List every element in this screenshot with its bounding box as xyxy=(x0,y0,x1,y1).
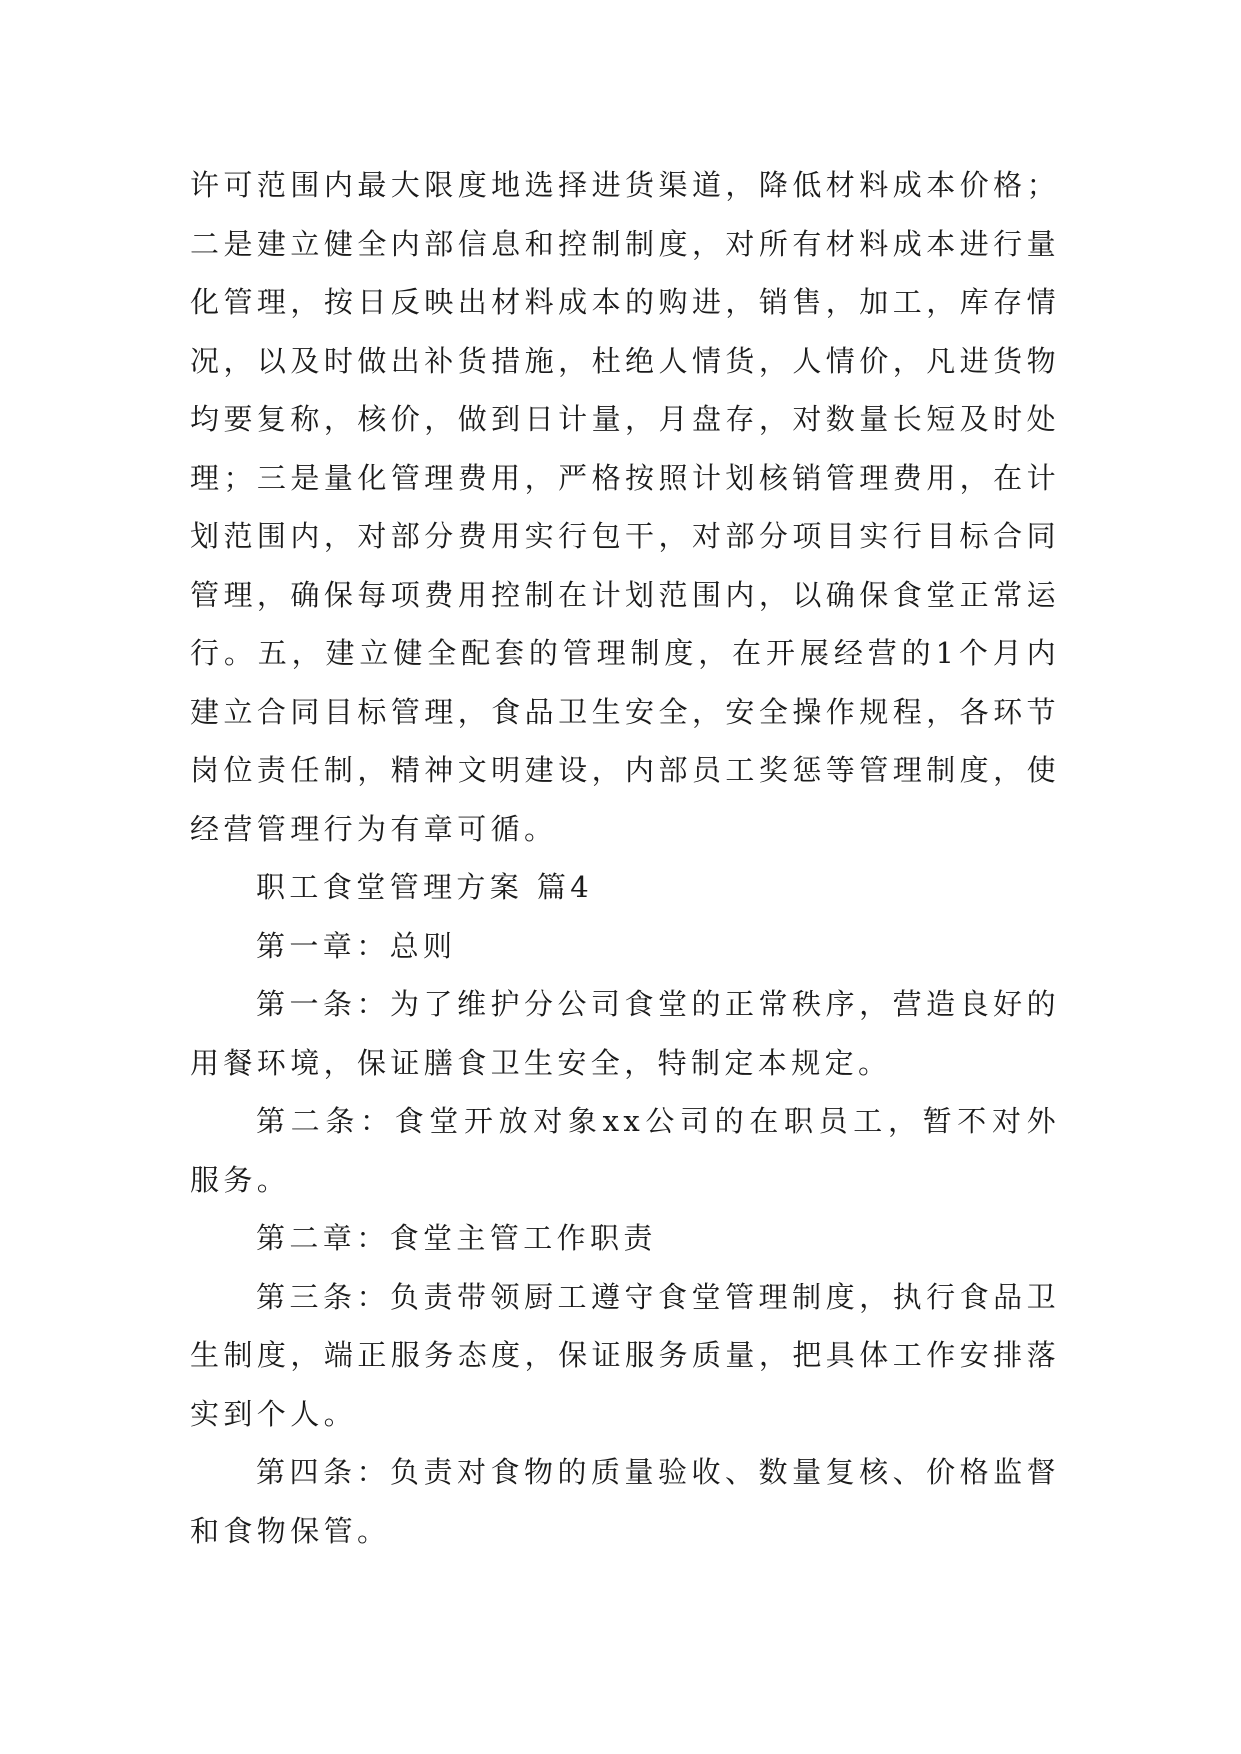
paragraph-cost-control: 许可范围内最大限度地选择进货渠道，降低材料成本价格；二是建立健全内部信息和控制制度，对所有材料成本进行量化管理，按日反映出材料成本的购进，销售，加工，库存情况，以及时做出补货措施，杜绝人情货，人情价，凡进货物均要复称，核价，做到日计量，月盘存，对数量长短及时处理；三是量化管理费用，严格按照计划核销管理费用，在计划范围内，对部分费用实行包干，对部分项目实行目标合同管理，确保每项费用控制在计划范围内，以确保食堂正常运行。五，建立健全配套的管理制度，在开展经营的1个月内建立合同目标管理，食品卫生安全，安全操作规程，各环节岗位责任制，精神文明建设，内部员工奖惩等管理制度，使经营管理行为有章可循。 xyxy=(190,168,1060,846)
article-1: 第一条：为了维护分公司食堂的正常秩序，营造良好的用餐环境，保证膳食卫生安全，特制定本规定。 xyxy=(190,987,1060,1080)
article-4: 第四条：负责对食物的质量验收、数量复核、价格监督和食物保管。 xyxy=(190,1455,1060,1548)
article-3: 第三条：负责带领厨工遵守食堂管理制度，执行食品卫生制度，端正服务态度，保证服务质量，把具体工作安排落实到个人。 xyxy=(190,1279,1060,1431)
chapter-heading-general: 第一章：总则 xyxy=(256,928,457,963)
article-2: 第二条：食堂开放对象xx公司的在职员工，暂不对外服务。 xyxy=(190,1104,1060,1197)
chapter-heading-supervisor-duties: 第二章：食堂主管工作职责 xyxy=(256,1221,657,1255)
section-heading-part4: 职工食堂管理方案 篇4 xyxy=(256,870,594,904)
document-body xyxy=(190,156,1060,1560)
